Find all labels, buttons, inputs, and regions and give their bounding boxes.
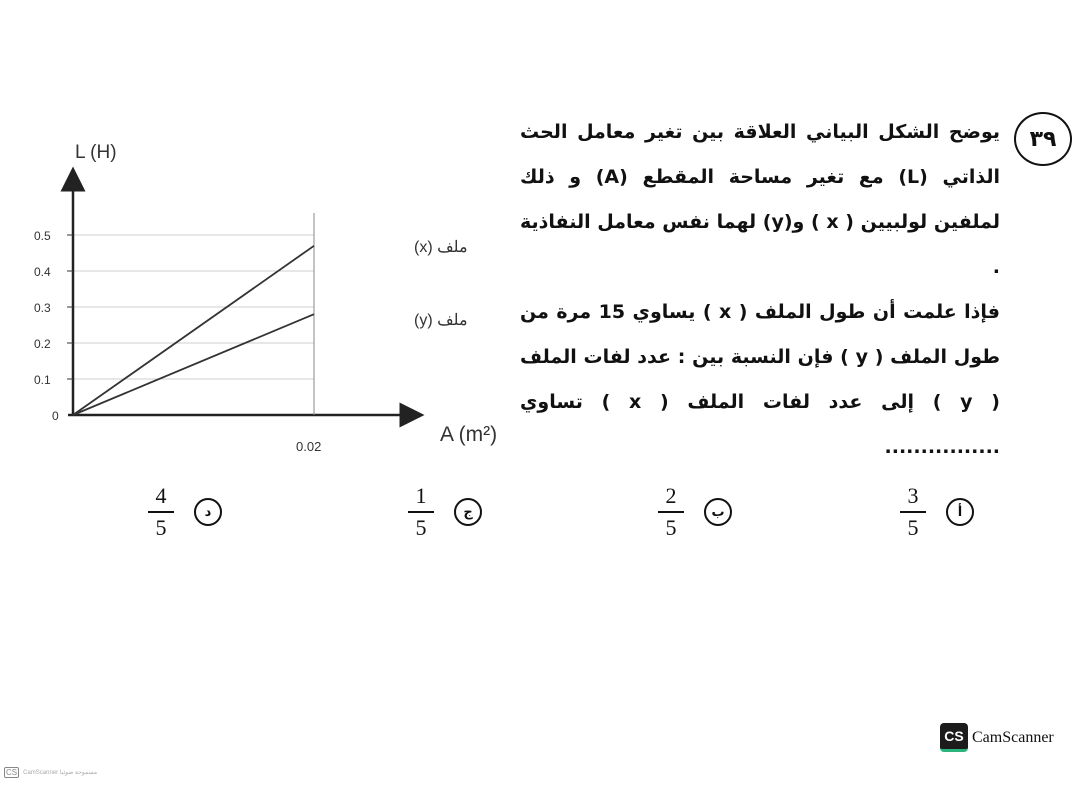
choice-a[interactable] xyxy=(900,477,974,547)
x-tick-label: 0.02 xyxy=(296,439,322,454)
y-tick-label: 0.4 xyxy=(34,265,51,279)
inductance-area-graph xyxy=(0,125,520,470)
fraction-bar xyxy=(900,511,926,513)
choice-d-letter: د xyxy=(194,498,222,526)
watermark-logo: CS xyxy=(6,768,18,777)
camscanner-brand xyxy=(940,723,1054,752)
choice-b-denominator: 5 xyxy=(665,514,677,540)
choice-a-letter: أ xyxy=(946,498,974,526)
choice-c[interactable] xyxy=(408,477,482,547)
choice-b-letter: ب xyxy=(704,498,732,526)
y-tick-label: 0 xyxy=(52,409,59,423)
series-label: ملف (x) xyxy=(414,238,468,256)
choice-b-numerator: 2 xyxy=(665,483,677,509)
grid-lines xyxy=(73,235,314,379)
y-axis-label: L (H) xyxy=(75,142,117,163)
answer-blank: ................ xyxy=(884,436,1000,458)
choice-c-numerator: 1 xyxy=(415,483,427,509)
question-text xyxy=(520,110,1000,470)
choice-c-denominator: 5 xyxy=(415,514,427,540)
watermark xyxy=(4,767,97,778)
watermark-text: CamScanner مسموحة ضوئيا xyxy=(23,770,98,776)
x-tick-labels xyxy=(296,439,321,454)
question-paragraph-2 xyxy=(520,290,1000,470)
y-tick-label: 0.5 xyxy=(34,229,51,243)
x-axis-label: A (m²) xyxy=(440,423,498,446)
choice-c-fraction xyxy=(408,483,434,541)
series-label: ملف (y) xyxy=(414,312,468,330)
series-lines xyxy=(73,239,468,415)
choice-d[interactable] xyxy=(148,477,222,547)
choice-a-numerator: 3 xyxy=(907,483,919,509)
choice-b-fraction xyxy=(658,483,684,541)
choice-a-fraction xyxy=(900,483,926,541)
fraction-bar xyxy=(148,511,174,513)
y-tick-label: 0.2 xyxy=(34,337,51,351)
choice-d-fraction xyxy=(148,483,174,541)
y-tick-label: 0.1 xyxy=(34,373,51,387)
choice-c-letter: ج xyxy=(454,498,482,526)
camscanner-logo: CS xyxy=(940,723,968,752)
choice-a-denominator: 5 xyxy=(907,514,919,540)
fraction-bar xyxy=(658,511,684,513)
fraction-bar xyxy=(408,511,434,513)
y-tick-labels xyxy=(34,229,73,423)
choice-b[interactable] xyxy=(658,477,732,547)
question-number: ٣٩ xyxy=(1014,112,1072,166)
choice-d-denominator: 5 xyxy=(155,514,167,540)
question-paragraph-2-text: فإذا علمت أن طول الملف ( x ) يساوي 15 مرة من طول الملف ( y ) فإن النسبة بين : عدد لفات الملف ( y ) إلى عدد لفات الملف ( x ) تساوي xyxy=(520,301,1001,413)
camscanner-name: CamScanner xyxy=(972,728,1054,746)
y-tick-label: 0.3 xyxy=(34,301,51,315)
question-paragraph-1: يوضح الشكل البياني العلاقة بين تغير معامل الحث الذاتي (L) مع تغير مساحة المقطع (A) و ذلك لملفين لولبيين ( x ) و(y) لهما نفس معامل النفاذية . xyxy=(520,121,1000,278)
choice-d-numerator: 4 xyxy=(155,483,167,509)
